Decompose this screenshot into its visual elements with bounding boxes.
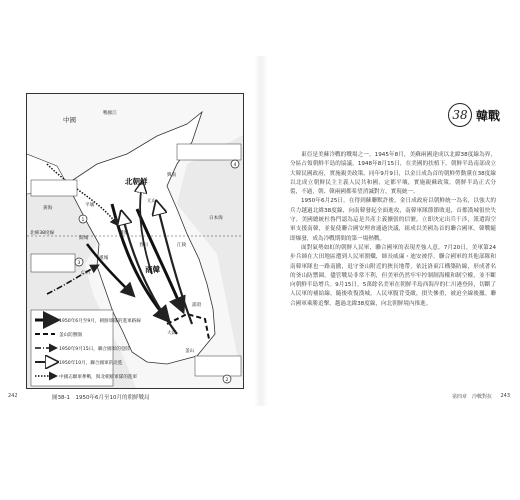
map-svg [27,94,244,389]
right-page [260,56,514,406]
city-hamhung: 興南 [167,173,177,178]
chapter-body [290,151,496,309]
city-pyongyang: 平壤 [85,203,95,208]
paragraph: 東亞是美蘇冷戰的戰場之一。1945年8月，美蘇兩國達成以北緯38度線為界，分區占領朝鮮半島的協議。1948年8月15日，在美國的扶植下，朝鮮半島南部成立大韓民國政府，實施親美政策。同年9月9日，以金日成為首的朝鮮勞動黨在38度線以北成立朝鮮民主主義人民共和國，定都平壤，實施親蘇政策。朝鮮半島正式分裂，不過，朝、韓兩國都希望消滅對方，實現統一。 [290,152,496,196]
city-kaesong: 開城 [79,236,89,241]
city-pohang: 浦項 [192,303,202,308]
marker-4-label: 4 [233,163,237,168]
paragraph: 1950年6月25日，在得到蘇聯默許後，金日成政府以朝鮮統一為名，以強大的兵力越過北緯38度線，向南韓發起全面進攻，南韓軍隊節節敗退，首都漢城很快失守。美國總統杜魯門認為這是共產主義擴張的信號，立即決定出兵干涉，派遣海空軍支援南韓，並促使聯合國安理會通過決議，組成以美國為首的聯合國軍。韓戰隨即爆發，成為冷戰期間的第一場熱戰。 [290,198,496,242]
book-spread [6,56,514,406]
label-yellow-sea: 黃海 [43,206,53,211]
chapter-heading [448,100,500,130]
city-wonsan: 元山 [147,199,157,204]
label-parallel-38: 北緯38度線 [30,231,55,236]
callout-box-3 [31,254,75,272]
callout-box-1 [31,180,77,196]
chapter-title: 韓戰 [476,108,501,123]
paragraph: 面對氣勢如虹的朝鮮人民軍，聯合國軍的表現差強人意。7月20日，美軍第24步兵師在大田地區遭到人民軍圍殲，師長威廉・迪安被俘。聯合國軍的其他部隊和南韓軍隊也一路南撤，退守釜山附近的狹長地帶，依託洛東江構築防線，形成著名的釜山防禦圈。儘管戰局非常不利，但美軍仍然牢牢控制制海權和制空權，並不斷向朝鮮半島增兵。9月15日，5萬餘名美軍在朝鮮半島西海岸的仁川港登陸，切斷了人民軍的補給線，隨後收復漢城。人民軍腹背受敵，損失慘重，被迫全線後撤。聯合國軍乘勝追擊，越過北緯38度線，向北朝鮮境內推進。 [290,244,496,307]
page-number-right: 243 [500,393,510,399]
page-number-left: 242 [8,393,18,399]
city-cheorwon: 鐵原 [119,231,129,236]
left-page [6,56,260,406]
marker-3-label: 3 [77,261,81,266]
legend-item-5: 中國志願軍參戰，與北朝鮮軍隊的進軍 [59,375,138,380]
city-chuncheon: 春川 [139,243,149,248]
korean-war-map [26,93,244,389]
label-north-korea: 北朝鮮 [125,177,148,186]
legend-item-3: 1950年9月15日，聯合國軍的登陸 [59,347,130,352]
callout-box-4 [177,144,241,160]
marker-1-label: 1 [81,218,85,223]
city-seoul: 漢城 [99,256,109,261]
label-china: 中國 [63,116,76,124]
chapter-number-badge: 38 [448,103,472,127]
label-south-korea: 南韓 [145,265,160,274]
footer-chapter: 第四章 冷戰對抗 [451,394,492,400]
callout-box-2 [195,356,241,376]
city-busan: 釜山 [185,349,195,354]
label-yalu: 鴨綠江 [103,111,117,116]
legend-item-4: 1950年10月，聯合國軍的北進 [59,361,123,366]
figure-caption: 圖38-1 1950年6月至10月的朝鮮戰局 [52,395,150,401]
city-daegu: 大邱 [167,331,177,336]
city-daejeon: 大田 [123,289,133,294]
city-gangneung: 江陵 [177,243,187,248]
legend-item-1: 1950年6月至9月，朝鮮軍隊的進軍路線 [59,319,141,324]
label-sea-of-japan: 日本海 [209,216,223,221]
marker-2-label: 2 [225,378,229,383]
city-incheon: 仁川 [81,271,91,276]
map-legend [31,310,141,386]
legend-item-2: 釜山防禦圈 [59,333,82,338]
